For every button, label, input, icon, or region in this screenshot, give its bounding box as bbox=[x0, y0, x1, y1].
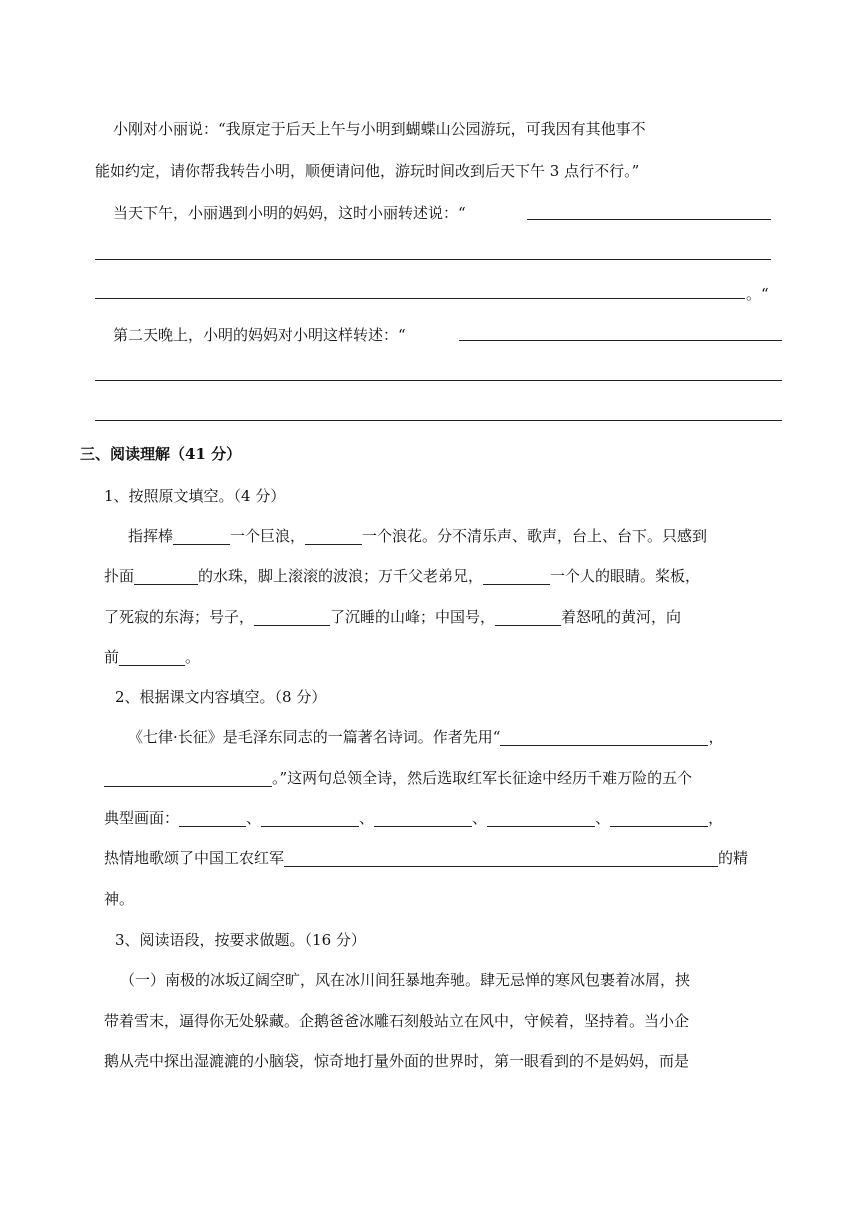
retell-quote-line-1: 小刚对小丽说：“我原定于后天上午与小明到蝴蝶山公园游玩，可我因有其他事不 bbox=[113, 120, 646, 138]
fill-blank[interactable] bbox=[179, 809, 246, 827]
fill-blank[interactable] bbox=[483, 567, 550, 585]
fill-blank[interactable] bbox=[500, 728, 708, 746]
q1-line-3: 了死寂的东海；号子， 了沉睡的山峰；中国号， 着怒吼的黄河，向 bbox=[104, 608, 682, 626]
q2-line-1: 《七律·长征》是毛泽东同志的一篇著名诗词。作者先用“ ， bbox=[128, 728, 724, 746]
fill-blank[interactable] bbox=[254, 608, 330, 626]
passage-line-1: （一）南极的冰坂辽阔空旷，风在冰川间狂暴地奔驰。肆无忌惮的寒风包裹着冰屑，挟 bbox=[120, 971, 691, 989]
question-title: 1、按照原文填空。（4 分） bbox=[104, 487, 286, 505]
retell-prompt-1: 当天下午，小丽遇到小明的妈妈，这时小丽转述说：“ bbox=[113, 204, 466, 222]
fill-blank[interactable] bbox=[173, 527, 230, 545]
fill-blank[interactable] bbox=[119, 648, 185, 666]
q2-line-5: 神。 bbox=[104, 890, 135, 908]
fill-blank[interactable] bbox=[374, 809, 472, 827]
q2-line-2: 。”这两句总领全诗，然后选取红军长征途中经历千难万险的五个 bbox=[104, 768, 692, 788]
fill-blank[interactable] bbox=[487, 809, 595, 827]
answer-line[interactable] bbox=[95, 259, 771, 260]
fill-blank[interactable] bbox=[305, 527, 362, 545]
retell-prompt-2: 第二天晚上，小明的妈妈对小明这样转述：“ bbox=[113, 326, 406, 344]
answer-line[interactable] bbox=[527, 219, 771, 220]
answer-line[interactable] bbox=[459, 340, 782, 341]
question-title: 2、根据课文内容填空。（8 分） bbox=[115, 688, 327, 706]
q1-line-4: 前 。 bbox=[104, 648, 201, 666]
fill-blank[interactable] bbox=[495, 608, 561, 626]
question-title: 3、阅读语段，按要求做题。（16 分） bbox=[115, 931, 366, 949]
answer-line[interactable] bbox=[95, 420, 782, 421]
section-heading: 三、阅读理解（41 分） bbox=[80, 445, 242, 463]
passage-line-3: 鹅从壳中探出湿漉漉的小脑袋，惊奇地打量外面的世界时，第一眼看到的不是妈妈，而是 bbox=[104, 1052, 690, 1070]
fill-blank[interactable] bbox=[284, 849, 718, 867]
fill-blank[interactable] bbox=[610, 809, 708, 827]
answer-line[interactable] bbox=[95, 380, 782, 381]
retell-quote-line-2: 能如约定，请你帮我转告小明，顺便请问他，游玩时间改到后天下午 3 点行不行。” bbox=[95, 162, 640, 180]
answer-line[interactable] bbox=[95, 298, 745, 299]
q2-line-4: 热情地歌颂了中国工农红军 的精 bbox=[104, 849, 749, 867]
fill-blank[interactable] bbox=[104, 769, 272, 787]
q2-line-3: 典型画面： 、 、 、 、 ， bbox=[104, 809, 724, 827]
retell-prompt-1-end: 。“ bbox=[746, 285, 769, 303]
fill-blank[interactable] bbox=[261, 809, 359, 827]
q1-line-1: 指挥棒 一个巨浪， 一个浪花。分不清乐声、歌声，台上、台下。只感到 bbox=[128, 527, 708, 545]
fill-blank[interactable] bbox=[134, 567, 198, 585]
passage-line-2: 带着雪末，逼得你无处躲藏。企鹅爸爸冰雕石刻般站立在风中，守候着，坚持着。当小企 bbox=[104, 1012, 690, 1030]
q1-line-2: 扑面 的水珠，脚上滚滚的波浪；万千父老弟兄， 一个人的眼睛。桨板， bbox=[104, 567, 701, 585]
